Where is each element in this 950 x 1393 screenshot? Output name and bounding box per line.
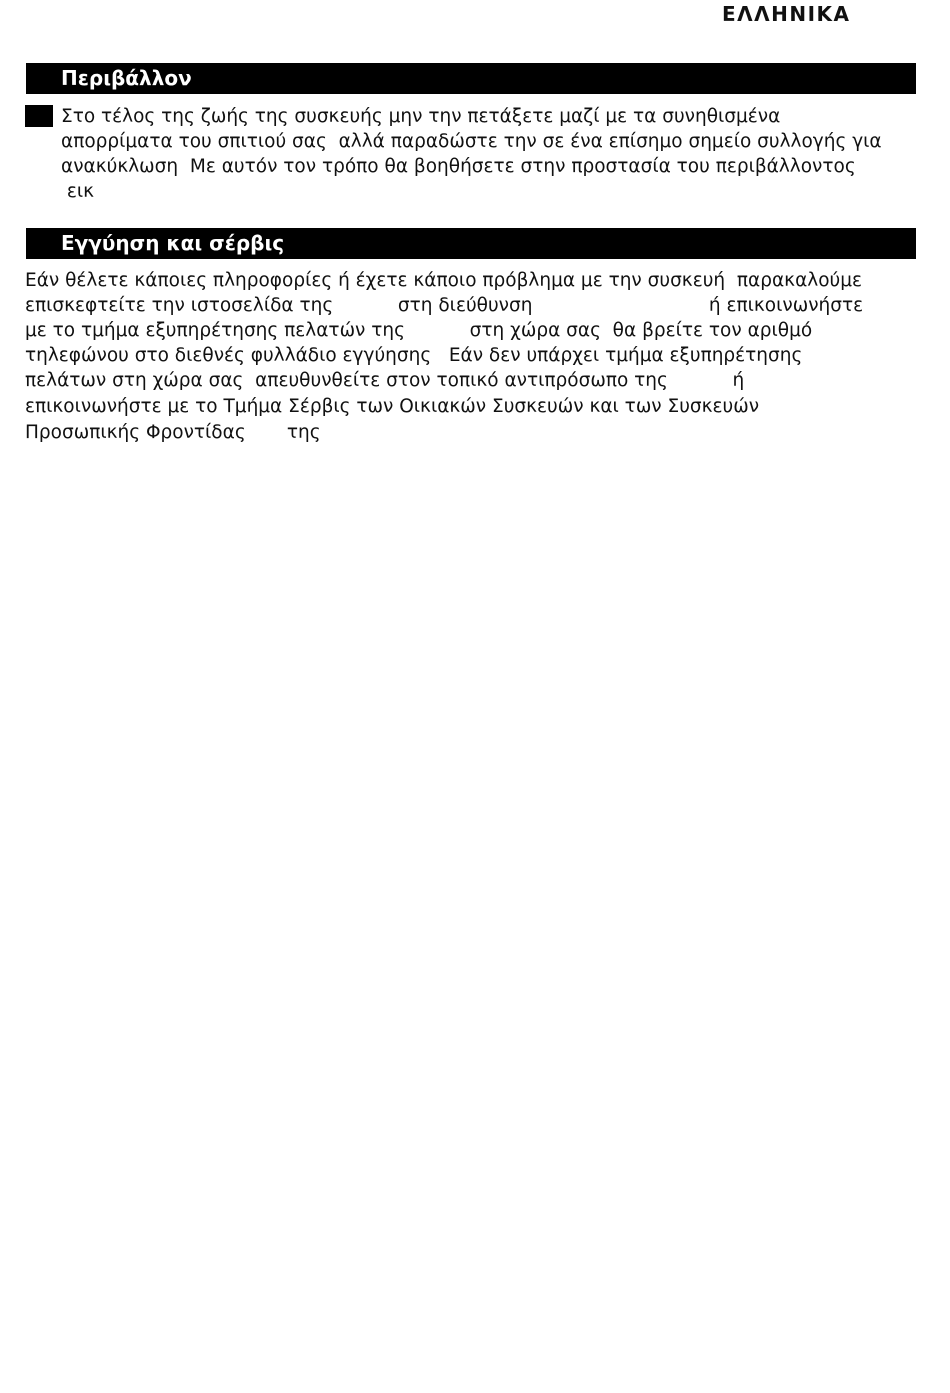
paragraph-line: τηλεφώνου στο διεθνές φυλλάδιο εγγύησης Εάν δεν υπάρχει τμήμα εξυπηρέτησης <box>25 345 803 366</box>
paragraph-line: Στο τέλος της ζωής της συσκευής μην την πετάξετε μαζί με τα συνηθισμένα <box>61 106 781 127</box>
paragraph-line: Προσωπικής Φροντίδας της <box>25 422 321 443</box>
paragraph-line: με το τμήμα εξυπηρέτησης πελατών της στη χώρα σας θα βρείτε τον αριθμό <box>25 320 813 341</box>
recycle-bullet-icon <box>25 105 53 127</box>
paragraph-line: Εάν θέλετε κάποιες πληροφορίες ή έχετε κάποιο πρόβλημα με την συσκευή παρακαλούμε <box>25 270 863 291</box>
paragraph-line: πελάτων στη χώρα σας απευθυνθείτε στον τοπικό αντιπρόσωπο της ή <box>25 370 745 391</box>
language-header: ΕΛΛΗΝΙΚΑ <box>722 2 851 26</box>
paragraph-line: ανακύκλωση Με αυτόν τον τρόπο θα βοηθήσετε στην προστασία του περιβάλλοντος <box>61 156 856 177</box>
paragraph-line: επισκεφτείτε την ιστοσελίδα της στη διεύθυνση ή επικοινωνήστε <box>25 295 864 316</box>
section-title-environment: Περιβάλλον <box>26 63 916 94</box>
paragraph-line: εικ <box>61 181 95 202</box>
paragraph-line: απορρίματα του σπιτιού σας αλλά παραδώστε την σε ένα επίσημο σημείο συλλογής για <box>61 131 882 152</box>
section-title-guarantee: Εγγύηση και σέρβις <box>26 228 916 259</box>
paragraph-line: επικοινωνήστε με το Τμήμα Σέρβις των Οικιακών Συσκευών και των Συσκευών <box>25 396 760 417</box>
